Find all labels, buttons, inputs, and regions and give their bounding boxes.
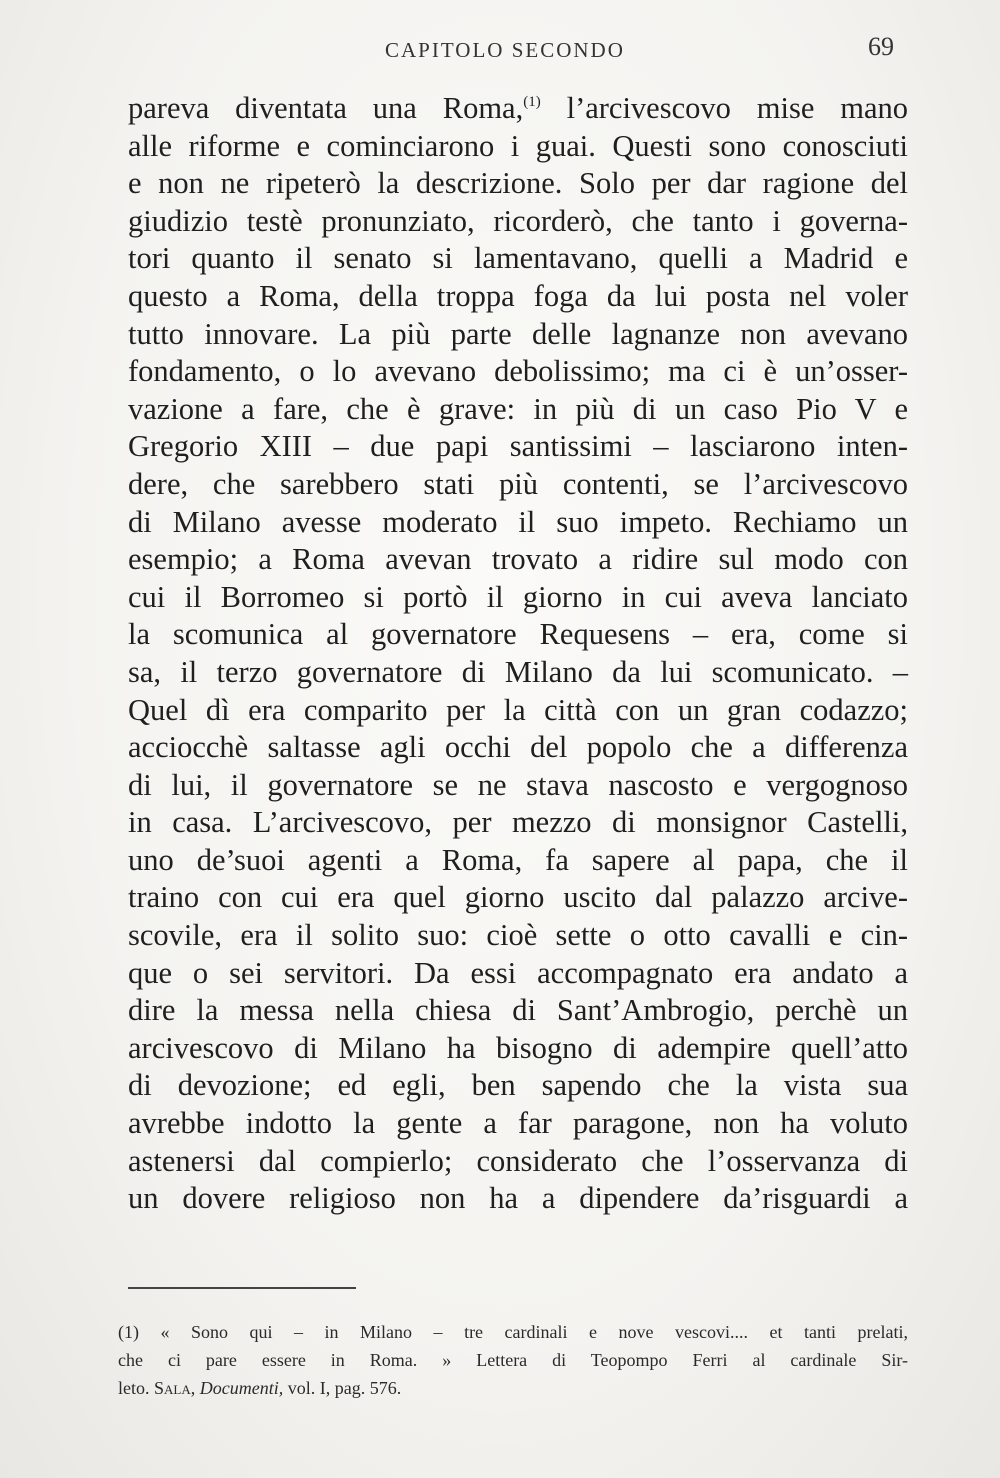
text-line: di lui, il governatore se ne stava nascosto e vergognoso <box>128 767 908 802</box>
footnote-author: Sala, <box>154 1378 196 1398</box>
text-line: dere, che sarebbero stati più contenti, se l’arcivescovo <box>128 466 908 501</box>
text-line: fondamento, o lo avevano debolissimo; ma ci è un’osser- <box>128 354 908 389</box>
text-line-start: pareva diventata una Roma, <box>128 91 524 125</box>
text-line: Quel dì era comparito per la città con un gran codazzo; <box>128 692 908 727</box>
text-line: questo a Roma, della troppa foga da lui posta nel voler <box>128 278 908 313</box>
text-line: astenersi dal compierlo; considerato che l’osservanza di <box>128 1143 908 1178</box>
text-line: sa, il terzo governatore di Milano da lui scomunicato. – <box>128 654 908 689</box>
text-line: alle riforme e cominciarono i guai. Questi sono conosciuti <box>128 128 908 163</box>
text-line: tutto innovare. La più parte delle lagnanze non avevano <box>128 316 908 351</box>
text-line: que o sei servitori. Da essi accompagnato era andato a <box>128 955 908 990</box>
running-head: CAPITOLO SECONDO <box>385 38 625 62</box>
text-line: avrebbe indotto la gente a far paragone, non ha voluto <box>128 1106 908 1141</box>
text-line: giudizio testè pronunziato, ricorderò, che tanto i governa- <box>128 203 908 238</box>
text-line: e non ne ripeterò la descrizione. Solo per dar ragione del <box>128 166 908 201</box>
text-line: esempio; a Roma avevan trovato a ridire sul modo con <box>128 542 908 577</box>
text-line: cui il Borromeo si portò il giorno in cui aveva lanciato <box>128 579 908 614</box>
body-text <box>128 90 908 1218</box>
text-line: di Milano avesse moderato il suo impeto. Rechiamo un <box>128 504 908 539</box>
text-line: la scomunica al governatore Requesens – era, come si <box>128 617 908 652</box>
text-line: arcivescovo di Milano ha bisogno di adempire quell’atto <box>128 1030 908 1065</box>
footnote-divider <box>128 1287 356 1289</box>
footnotes <box>118 1318 908 1402</box>
text-line: in casa. L’arcivescovo, per mezzo di monsignor Castelli, <box>128 805 908 840</box>
text-line: acciocchè saltasse agli occhi del popolo che a differenza <box>128 730 908 765</box>
footnote-marker: (1) <box>523 94 541 110</box>
footnote-citation: vol. I, pag. 576. <box>287 1378 402 1398</box>
footnote-line: che ci pare essere in Roma. » Lettera di Teopompo Ferri al cardinale Sir- <box>118 1350 908 1370</box>
footnote-line <box>118 1374 908 1402</box>
footnote-line: (1) « Sono qui – in Milano – tre cardinali e nove vescovi.... et tanti prelati, <box>118 1322 908 1342</box>
text-line: scovile, era il solito suo: cioè sette o otto cavalli e cin- <box>128 918 908 953</box>
text-line: dire la messa nella chiesa di Sant’Ambrogio, perchè un <box>128 993 908 1028</box>
text-line: vazione a fare, che è grave: in più di un caso Pio V e <box>128 391 908 426</box>
page-number: 69 <box>868 32 894 61</box>
text-line: Gregorio XIII – due papi santissimi – lasciarono inten- <box>128 429 908 464</box>
text-line: tori quanto il senato si lamentavano, quelli a Madrid e <box>128 241 908 276</box>
text-line: di devozione; ed egli, ben sapendo che la vista sua <box>128 1068 908 1103</box>
footnote-source-title: Documenti, <box>199 1378 284 1398</box>
text-line: uno de’suoi agenti a Roma, fa sapere al papa, che il <box>128 842 908 877</box>
text-line-end: l’arcivescovo mise mano <box>566 91 908 125</box>
text-line: traino con cui era quel giorno uscito dal palazzo arcive- <box>128 880 908 915</box>
footnote-text: leto. <box>118 1378 150 1398</box>
text-line: un dovere religioso non ha a dipendere da’risguardi a <box>128 1181 908 1216</box>
text-line <box>128 90 908 128</box>
